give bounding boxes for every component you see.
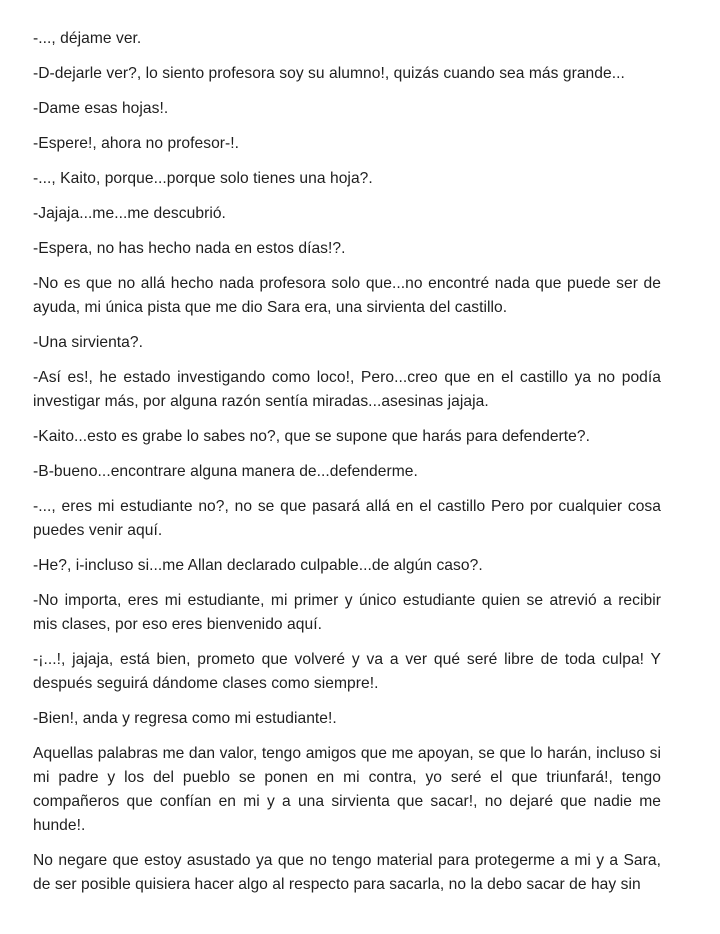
- dialogue-line: -Una sirvienta?.: [33, 334, 144, 351]
- dialogue-line: -No importa, eres mi estudiante, mi primer y único estudiante quien se atrevió a recibir mis clases, por eso eres bienvenido aquí.: [33, 592, 661, 633]
- document-body: [33, 27, 661, 908]
- dialogue-line: -Jajaja...me...me descubrió.: [33, 205, 226, 222]
- narration-paragraph: Aquellas palabras me dan valor, tengo amigos que me apoyan, se que lo harán, incluso si mi padre y los del pueblo se ponen en mi contra, yo seré el que triunfará!, tengo compañeros que confían en mi y a una sirvienta que sacar!, no dejaré que nadie me hunde!.: [33, 745, 661, 834]
- dialogue-line: -No es que no allá hecho nada profesora solo que...no encontré nada que puede ser de ayuda, mi única pista que me dio Sara era, una sirvienta del castillo.: [33, 275, 661, 316]
- dialogue-line: -Kaito...esto es grabe lo sabes no?, que se supone que harás para defenderte?.: [33, 428, 590, 445]
- dialogue-line: -..., Kaito, porque...porque solo tienes una hoja?.: [33, 170, 373, 187]
- dialogue-line: -Espere!, ahora no profesor-!.: [33, 135, 240, 152]
- dialogue-line: -..., eres mi estudiante no?, no se que pasará allá en el castillo Pero por cualquier cosa puedes venir aquí.: [33, 498, 661, 539]
- dialogue-line: -B-bueno...encontrare alguna manera de...defenderme.: [33, 463, 418, 480]
- dialogue-line: -¡...!, jajaja, está bien, prometo que volveré y va a ver qué seré libre de toda culpa! Y después seguirá dándome clases como siempre!.: [33, 651, 661, 692]
- dialogue-line: -D-dejarle ver?, lo siento profesora soy su alumno!, quizás cuando sea más grande...: [33, 65, 625, 82]
- dialogue-line: -Bien!, anda y regresa como mi estudiante!.: [33, 710, 337, 727]
- dialogue-line: -He?, i-incluso si...me Allan declarado culpable...de algún caso?.: [33, 557, 483, 574]
- dialogue-line: -Dame esas hojas!.: [33, 100, 169, 117]
- narration-paragraph: No negare que estoy asustado ya que no tengo material para protegerme a mi y a Sara, de ser posible quisiera hacer algo al respecto para sacarla, no la debo sacar de hay sin: [33, 852, 661, 893]
- dialogue-line: -Así es!, he estado investigando como loco!, Pero...creo que en el castillo ya no podía investigar más, por alguna razón sentía miradas...asesinas jajaja.: [33, 369, 661, 410]
- dialogue-line: -..., déjame ver.: [33, 30, 142, 47]
- dialogue-line: -Espera, no has hecho nada en estos días!?.: [33, 240, 346, 257]
